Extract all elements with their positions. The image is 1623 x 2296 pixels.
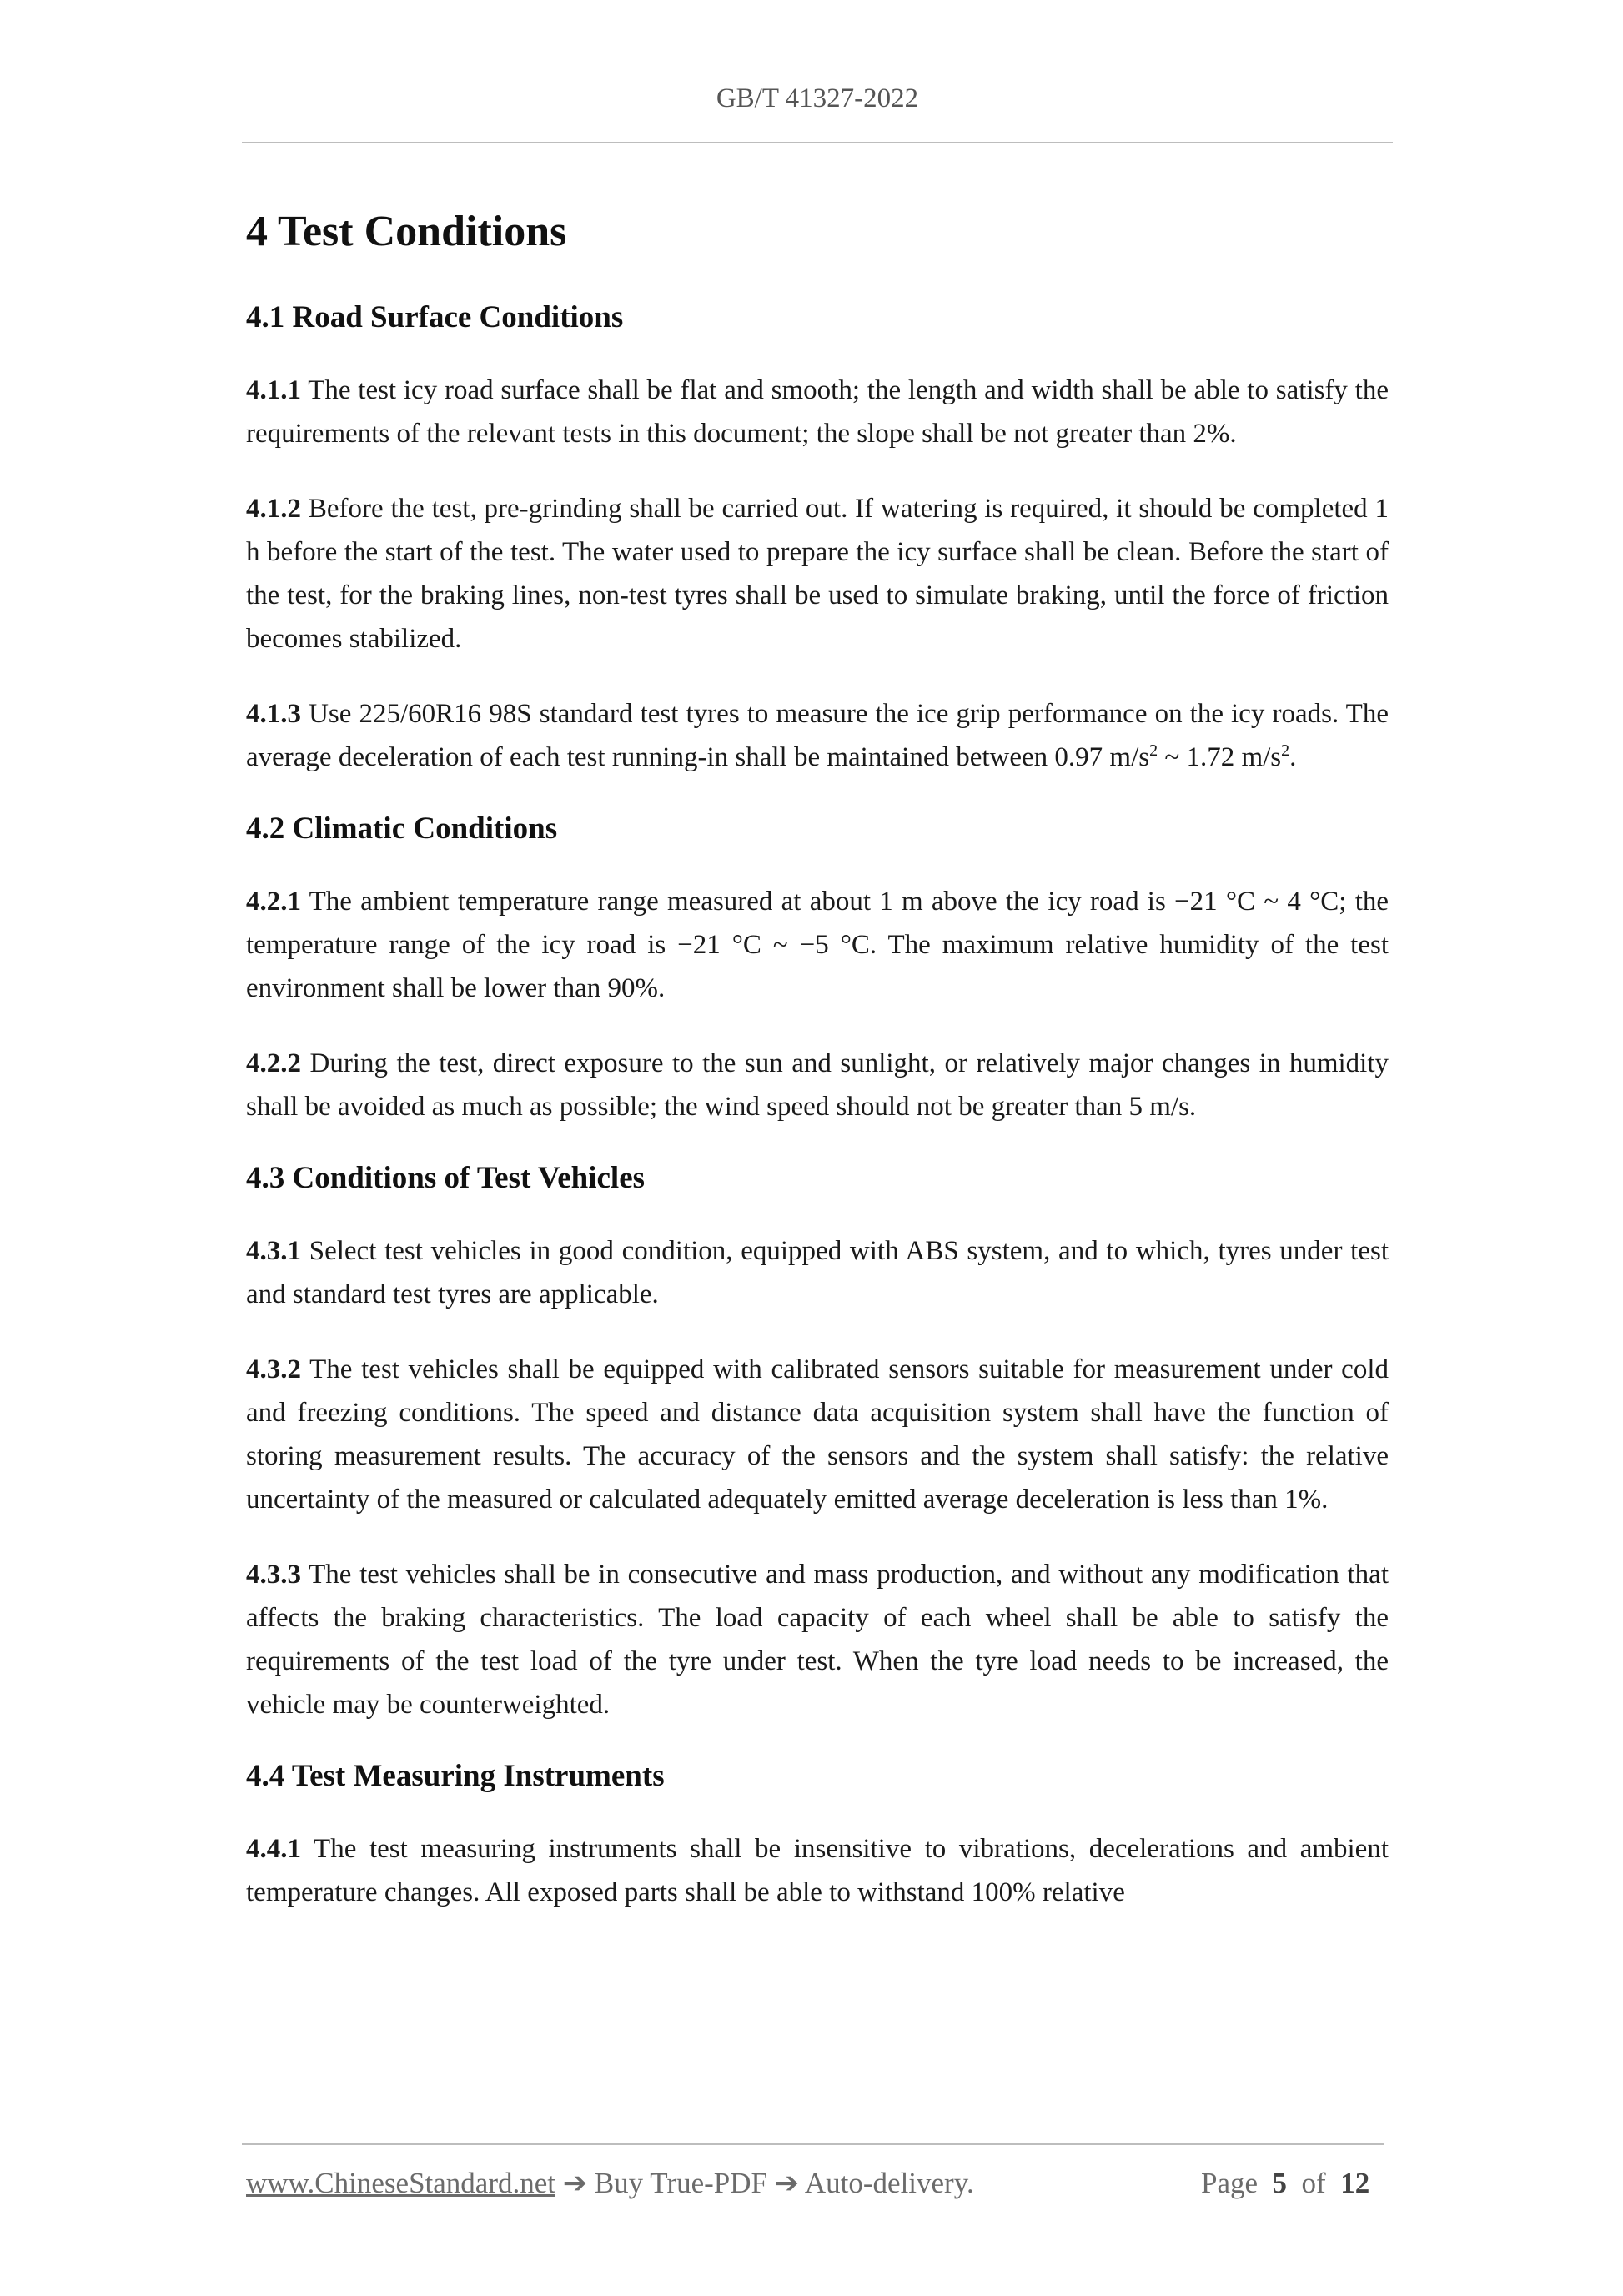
clause-4-2-1 [246, 880, 1389, 1010]
section-title-4-1: 4.1 Road Surface Conditions [246, 300, 624, 334]
page-total: 12 [1340, 2167, 1370, 2199]
clause-number: 4.1.1 [246, 375, 301, 405]
clause-text: The ambient temperature range measured at about 1 m above the icy road is −21 °C ~ 4 °C; the temperature range of the icy road is −21 °C ~ −5 °C. The maximum relative humidity of the test environment shall be lower than 90%. [246, 887, 1389, 1003]
page-content [246, 207, 1389, 1946]
clause-4-1-2 [246, 487, 1389, 661]
footer-divider [242, 2143, 1384, 2145]
header-divider [242, 142, 1393, 143]
clause-4-1-3 [246, 692, 1389, 779]
superscript: 2 [1281, 741, 1290, 760]
clause-number: 4.1.2 [246, 494, 301, 524]
superscript: 2 [1149, 741, 1158, 760]
clause-number: 4.3.3 [246, 1560, 301, 1590]
clause-text: . [1289, 742, 1297, 772]
clause-4-2-2 [246, 1042, 1389, 1128]
clause-number: 4.3.1 [246, 1236, 301, 1266]
section-title-4-4: 4.4 Test Measuring Instruments [246, 1759, 665, 1793]
page-number: 5 [1272, 2167, 1288, 2199]
site-link[interactable]: www.ChineseStandard.net [246, 2167, 555, 2199]
of-label: of [1301, 2167, 1326, 2199]
section-title-4-3: 4.3 Conditions of Test Vehicles [246, 1161, 646, 1195]
clause-4-3-3 [246, 1553, 1389, 1726]
clause-text: ~ 1.72 m/s [1164, 742, 1282, 772]
clause-4-4-1 [246, 1827, 1389, 1914]
clause-text: The test measuring instruments shall be insensitive to vibrations, decelerations and ambient temperature changes. All exposed parts shall be able to withstand 100% relative [246, 1834, 1389, 1907]
page-header: GB/T 41327-2022 [716, 83, 919, 113]
section-title-4-2: 4.2 Climatic Conditions [246, 811, 558, 846]
clause-text: The test icy road surface shall be flat and smooth; the length and width shall be able to satisfy the requirements of the relevant tests in this document; the slope shall be not greater than 2%. [246, 375, 1389, 449]
clause-number: 4.3.2 [246, 1354, 301, 1384]
clause-4-1-1 [246, 369, 1389, 455]
page-indicator [1201, 2167, 1369, 2200]
clause-text: The test vehicles shall be equipped with calibrated sensors suitable for measurement under cold and freezing conditions. The speed and distance data acquisition system shall have the function of storing measurement results. The accuracy of the sensors and the system shall satisfy: the relative uncertainty of the measured or calculated adequately emitted average deceleration is less than 1%. [246, 1354, 1389, 1515]
clause-number: 4.1.3 [246, 699, 301, 729]
clause-text: During the test, direct exposure to the sun and sunlight, or relatively major changes in humidity shall be avoided as much as possible; the wind speed should not be greater than 5 m/s. [246, 1048, 1389, 1122]
clause-4-3-1 [246, 1229, 1389, 1316]
footer-promo [246, 2167, 974, 2200]
clause-text: Before the test, pre-grinding shall be carried out. If watering is required, it should be completed 1 h before the start of the test. The water used to prepare the icy surface shall be clean. Before the start of the test, for the braking lines, non-test tyres shall be used to simulate braking, until the force of friction becomes stabilized. [246, 494, 1389, 654]
page-label: Page [1201, 2167, 1259, 2199]
clause-number: 4.4.1 [246, 1834, 301, 1864]
clause-number: 4.2.1 [246, 887, 301, 917]
chapter-title: 4 Test Conditions [246, 208, 567, 255]
clause-text: The test vehicles shall be in consecutive and mass production, and without any modification that affects the braking characteristics. The load capacity of each wheel shall be able to satisfy the requirements of the test load of the tyre under test. When the tyre load needs to be increased, the vehicle may be counterweighted. [246, 1560, 1389, 1720]
clause-4-3-2 [246, 1348, 1389, 1521]
clause-text: Select test vehicles in good condition, equipped with ABS system, and to which, tyres under test and standard test tyres are applicable. [246, 1236, 1389, 1309]
clause-number: 4.2.2 [246, 1048, 301, 1078]
footer-tail: ➔ Buy True-PDF ➔ Auto-delivery. [555, 2167, 974, 2199]
clause-text: Use 225/60R16 98S standard test tyres to measure the ice grip performance on the icy roads. The average deceleration of each test running-in shall be maintained between 0.97 m/s [246, 699, 1389, 772]
